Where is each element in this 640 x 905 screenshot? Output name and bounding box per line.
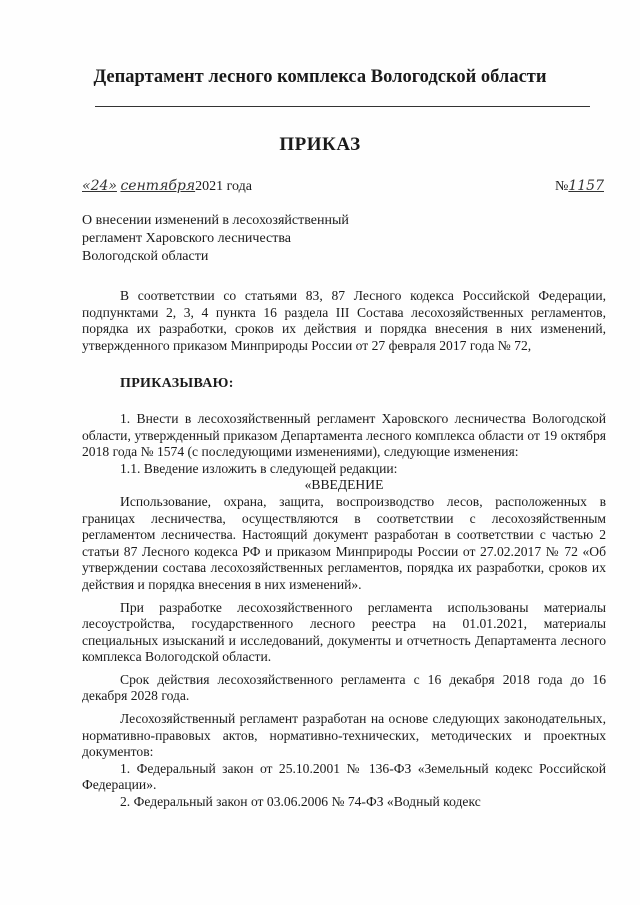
order-number: [555, 178, 604, 195]
subject-line: Вологодской области: [82, 249, 209, 264]
legal-list-item: 2. Федеральный закон от 03.06.2006 № 74-ФЗ «Водный кодекс: [120, 794, 481, 810]
date-year: 2021 года: [195, 179, 252, 194]
date-day-handwritten: «24»: [82, 178, 117, 194]
department-header: Департамент лесного комплекса Вологодской области: [93, 67, 547, 87]
date-month-handwritten: сентября: [120, 178, 196, 194]
order-item-1-1: 1.1. Введение изложить в следующей редакции:: [120, 460, 398, 476]
preamble: В соответствии со статьями 83, 87 Лесного кодекса Российской Федерации, подпунктами 2, 3, 4 пункта 16 раздела III Состава лесохозяйственных регламентов, порядка их разработки, сроков их действия и порядка внесения в них изменений, утвержденного приказом Минприроды России от 27 февраля 2017 года № 72,: [82, 288, 606, 353]
order-date: [82, 178, 252, 195]
order-keyword: ПРИКАЗЫВАЮ:: [120, 376, 234, 392]
order-subject: [82, 212, 402, 266]
order-number-handwritten: 1157: [568, 178, 604, 194]
header-divider: [95, 106, 590, 107]
paragraph: Срок действия лесохозяйственного регламента с 16 декабря 2018 года до 16 декабря 2028 года.: [82, 671, 606, 704]
order-item-1: 1. Внести в лесохозяйственный регламент Харовского лесничества Вологодской области, утвержденный приказом Департамента лесного комплекса области от 19 октября 2018 года № 1574 (с последующими изменениями), следующие изменения:: [82, 410, 606, 460]
paragraph: При разработке лесохозяйственного регламента использованы материалы лесоустройства, государственного лесного реестра на 01.01.2021, материалы специальных изысканий и исследований, документы и отчетность Департамента лесного комплекса Вологодской области.: [82, 599, 606, 665]
subject-line: регламент Харовского лесничества: [82, 231, 292, 246]
paragraph: Использование, охрана, защита, воспроизводство лесов, расположенных в границах лесничества, осуществляются в соответствии с лесохозяйственным регламентом лесничества. Настоящий документ разработан в соответствии с частью 2 статьи 87 Лесного кодекса РФ и приказом Минприроды России от 27.02.2017 № 72 «Об утверждении состава лесохозяйственных регламентов, порядка их разработки, сроков их действия и порядка внесения в них изменений».: [82, 493, 606, 592]
legal-list-item: 1. Федеральный закон от 25.10.2001 № 136-ФЗ «Земельный кодекс Российской Федерации».: [82, 760, 606, 793]
subject-line: О внесении изменений в лесохозяйственный: [82, 213, 349, 228]
introduction-heading: «ВВЕДЕНИЕ: [304, 477, 384, 493]
paragraph: Лесохозяйственный регламент разработан на основе следующих законодательных, нормативно-правовых актов, нормативно-технических, методических и проектных документов:: [82, 711, 606, 760]
document-title: ПРИКАЗ: [279, 134, 361, 155]
order-number-prefix: №: [555, 179, 569, 194]
document-body: [82, 288, 606, 811]
